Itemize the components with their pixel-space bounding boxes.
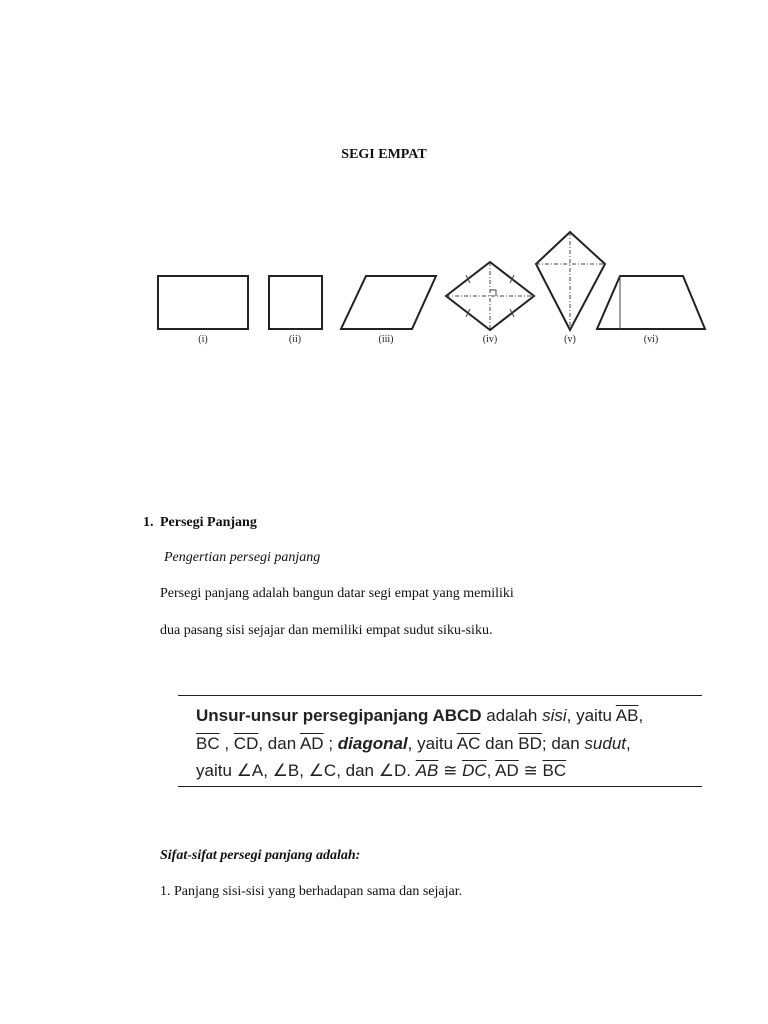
shape-square — [269, 276, 322, 329]
definition-paragraph-line2: dua pasang sisi sejajar dan memiliki empat sudut siku-siku. — [160, 623, 493, 638]
segment-bd: $\overline{BD}$ — [518, 734, 542, 753]
elements-box — [178, 695, 702, 787]
shape-parallelogram — [341, 276, 436, 329]
box-text: dan — [480, 734, 519, 753]
congruent-symbol: ≅ — [518, 761, 543, 780]
segment-ad-2: $\overline{AD}$ — [495, 761, 519, 780]
box-text: , — [219, 734, 234, 753]
figure-label-iii: (iii) — [378, 334, 394, 345]
congruent-symbol: ≅ — [438, 761, 463, 780]
segment-cd: $\overline{CD}$ — [233, 734, 259, 753]
quadrilateral-figure — [150, 228, 710, 350]
box-text: , — [626, 734, 631, 753]
shape-trapezoid — [597, 276, 705, 329]
document-title: SEGI EMPAT — [341, 147, 427, 162]
definition-subheading: Pengertian persegi panjang — [164, 550, 321, 565]
box-term-sisi: sisi — [542, 706, 567, 725]
box-text: , — [638, 706, 644, 725]
box-text: , yaitu — [566, 706, 616, 725]
section-heading — [143, 515, 257, 531]
figure-label-vi: (vi) — [643, 334, 659, 345]
property-item-1: 1. Panjang sisi-sisi yang berhadapan sama dan sejajar. — [160, 884, 463, 899]
figure-label-iv: (iv) — [482, 334, 498, 345]
box-text: adalah — [481, 706, 543, 725]
elements-box-line1 — [196, 706, 643, 726]
elements-box-line3 — [196, 761, 566, 781]
box-text: , dan — [258, 734, 300, 753]
box-text: yaitu ∠A, ∠B, ∠C, dan ∠D. — [196, 761, 416, 780]
segment-ac: $\overline{AC}$ — [456, 734, 481, 753]
properties-heading: Sifat-sifat persegi panjang adalah: — [160, 848, 361, 863]
box-term-diagonal: diagonal — [337, 734, 408, 753]
segment-ab-italic: $\overline{AB}$ — [415, 761, 439, 780]
definition-paragraph-line1: Persegi panjang adalah bangun datar segi empat yang memiliki — [160, 586, 514, 601]
segment-ab: $\overline{AB}$ — [615, 706, 639, 725]
box-text: ; — [323, 734, 338, 753]
segment-dc: $\overline{DC}$ — [462, 761, 487, 780]
box-text: , yaitu — [407, 734, 457, 753]
figure-label-i: (i) — [198, 334, 208, 345]
section-number: 1. — [143, 515, 154, 530]
box-term-sudut: sudut — [584, 734, 627, 753]
elements-box-line2 — [196, 734, 631, 754]
segment-bc-2: $\overline{BC}$ — [542, 761, 567, 780]
figure-label-ii: (ii) — [288, 334, 302, 345]
segment-ad: $\overline{AD}$ — [299, 734, 324, 753]
figure-label-v: (v) — [564, 334, 576, 345]
box-text: , — [486, 761, 496, 780]
section-heading-text: Persegi Panjang — [160, 515, 257, 530]
box-heading: Unsur-unsur persegipanjang ABCD — [196, 706, 482, 725]
box-text: ; dan — [541, 734, 585, 753]
shape-rectangle — [158, 276, 248, 329]
segment-bc: $\overline{BC}$ — [196, 734, 220, 753]
